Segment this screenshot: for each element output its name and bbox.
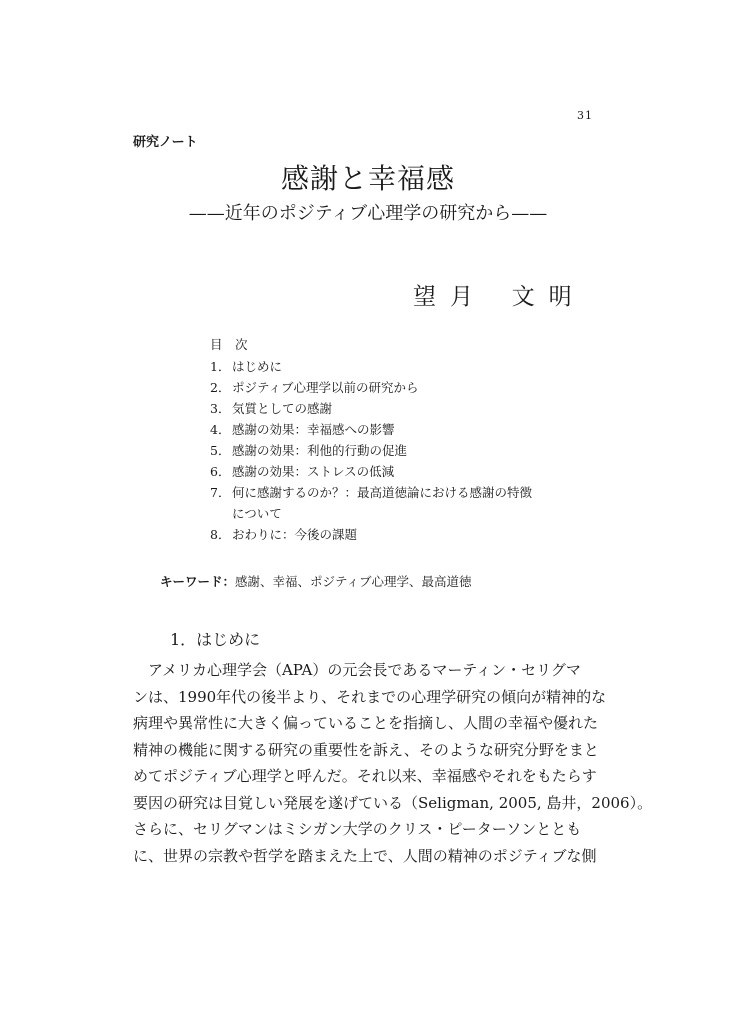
article-title: 感謝と幸福感 [280,162,455,195]
toc-item-text: おわりに：今後の課題 [232,527,358,542]
toc-item-text: 感謝の効果：ストレスの低減 [232,464,395,479]
body-line: に、世界の宗教や哲学を踏まえた上で、人間の精神のポジティブな側 [133,846,597,865]
body-line: 精神の機能に関する研究の重要性を訴え、そのような研究分野をまと [133,740,599,759]
keywords-values: 感謝、幸福、ポジティブ心理学、最高道徳 [235,574,472,589]
toc-item-number: 1． [210,359,231,374]
toc-item-text: 気質としての感謝 [232,401,333,416]
toc-item [210,356,550,377]
toc-item [210,461,550,482]
toc-heading: 目 次 [210,337,248,352]
toc-item-number: 5． [210,443,231,458]
section-heading: 1．はじめに [170,630,261,649]
article-subtitle: ——近年のポジティブ心理学の研究から—— [188,203,548,224]
author-name [413,278,586,311]
section-label: 研究ノート [133,135,198,150]
toc-item-number: 6． [210,464,231,479]
toc-item-text: 感謝の効果：幸福感への影響 [232,422,395,437]
toc-item [210,398,550,419]
body-line: ンは、1990年代の後半より、それまでの心理学研究の傾向が精神的な [133,687,607,706]
toc-item [210,419,550,440]
toc-item [210,482,550,524]
body-line: 病理や異常性に大きく偏っていることを指摘し、人間の幸福や優れた [133,714,599,732]
toc-item [210,440,550,461]
page-number: 31 [577,109,593,122]
toc-item-number: 2． [210,380,231,395]
author-family-name: 望月 [413,284,487,310]
toc-item [210,377,550,398]
toc-item-number: 8． [210,527,231,542]
toc-item-number: 7． [210,485,231,500]
toc-item-number: 3． [210,401,231,416]
toc-item-text: 感謝の効果：利他的行動の促進 [232,443,408,458]
toc-item-text: ポジティブ心理学以前の研究から [232,380,419,395]
toc-item-text: 何に感謝するのか？：最高道徳論における感謝の特徴について [232,485,533,521]
body-line: めてポジティブ心理学と呼んだ。それ以来、幸福感やそれをもたらす [133,767,597,785]
table-of-contents [210,334,550,545]
toc-item-number: 4． [210,422,231,437]
body-paragraph [133,657,653,869]
body-line: さらに、セリグマンはミシガン大学のクリス・ピーターソンととも [133,820,582,838]
keywords-label: キーワード： [160,574,236,589]
keywords [160,572,472,590]
body-line: 要因の研究は目覚しい発展を遂げている（Seligman, 2005, 島井，2006）。 [133,793,653,812]
author-given-name: 文明 [511,284,586,310]
body-line: アメリカ心理学会（APA）の元会長であるマーティン・セリグマ [133,661,581,679]
toc-item [210,524,550,545]
toc-item-text: はじめに [232,359,283,374]
